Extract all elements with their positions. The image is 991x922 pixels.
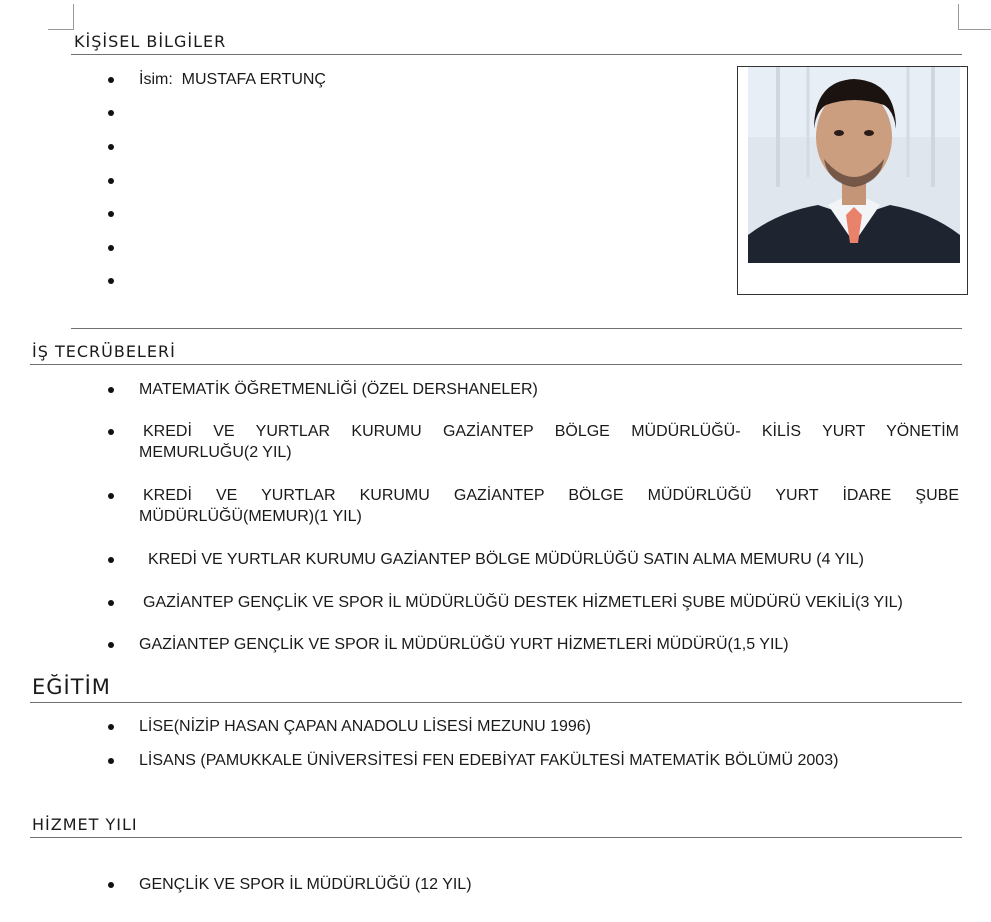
crop-mark-top-left [48, 4, 74, 30]
bullet [108, 429, 114, 435]
crop-mark-top-right [958, 4, 991, 30]
experience-item: MATEMATİK ÖĞRETMENLİĞİ (ÖZEL DERSHANELER) [139, 381, 538, 398]
education-item: LİSE(NİZİP HASAN ÇAPAN ANADOLU LİSESİ MEZUNU 1996) [139, 718, 591, 735]
bullet [108, 724, 114, 730]
empty-bullet [108, 245, 114, 251]
education-heading: EĞİTİM [32, 675, 111, 699]
service-item: GENÇLİK VE SPOR İL MÜDÜRLÜĞÜ (12 YIL) [139, 876, 472, 893]
bullet [108, 758, 114, 764]
education-rule [30, 702, 962, 703]
experience-item-line2: MEMURLUĞU(2 YIL) [139, 444, 292, 461]
education-item: LİSANS (PAMUKKALE ÜNİVERSİTESİ FEN EDEBİYAT FAKÜLTESİ MATEMATİK BÖLÜMÜ 2003) [139, 752, 839, 769]
experience-heading: İŞ TECRÜBELERİ [32, 342, 176, 361]
section-divider-rule [71, 328, 962, 329]
bullet [108, 882, 114, 888]
experience-item-line1: KREDİ VE YURTLAR KURUMU GAZİANTEP BÖLGE MÜDÜRLÜĞÜ YURT İDARE ŞUBE [143, 487, 959, 504]
name-value: MUSTAFA ERTUNÇ [181, 71, 326, 88]
empty-bullet [108, 144, 114, 150]
personal-info-rule [71, 54, 962, 55]
empty-bullet [108, 278, 114, 284]
experience-item: KREDİ VE YURTLAR KURUMU GAZİANTEP BÖLGE MÜDÜRLÜĞÜ SATIN ALMA MEMURU (4 YIL) [148, 551, 864, 568]
service-heading: HİZMET YILI [32, 815, 138, 834]
empty-bullet [108, 178, 114, 184]
experience-item-line2: MÜDÜRLÜĞÜ(MEMUR)(1 YIL) [139, 508, 362, 525]
empty-bullet [108, 110, 114, 116]
experience-item: GAZİANTEP GENÇLİK VE SPOR İL MÜDÜRLÜĞÜ DESTEK HİZMETLERİ ŞUBE MÜDÜRÜ VEKİLİ(3 YIL) [143, 594, 903, 611]
experience-item: GAZİANTEP GENÇLİK VE SPOR İL MÜDÜRLÜĞÜ YURT HİZMETLERİ MÜDÜRÜ(1,5 YIL) [139, 636, 789, 653]
photo-frame [737, 66, 968, 295]
bullet [108, 77, 114, 83]
bullet [108, 642, 114, 648]
name-line [139, 69, 326, 90]
bullet [108, 493, 114, 499]
experience-rule [30, 364, 962, 365]
bullet [108, 600, 114, 606]
portrait-photo [748, 67, 960, 263]
empty-bullet [108, 211, 114, 217]
name-label: İsim: [139, 71, 173, 88]
experience-item-line1: KREDİ VE YURTLAR KURUMU GAZİANTEP BÖLGE MÜDÜRLÜĞÜ- KİLİS YURT YÖNETİM [143, 423, 959, 440]
service-rule [30, 837, 962, 838]
personal-info-heading: KİŞİSEL BİLGİLER [74, 32, 227, 51]
bullet [108, 557, 114, 563]
bullet [108, 387, 114, 393]
